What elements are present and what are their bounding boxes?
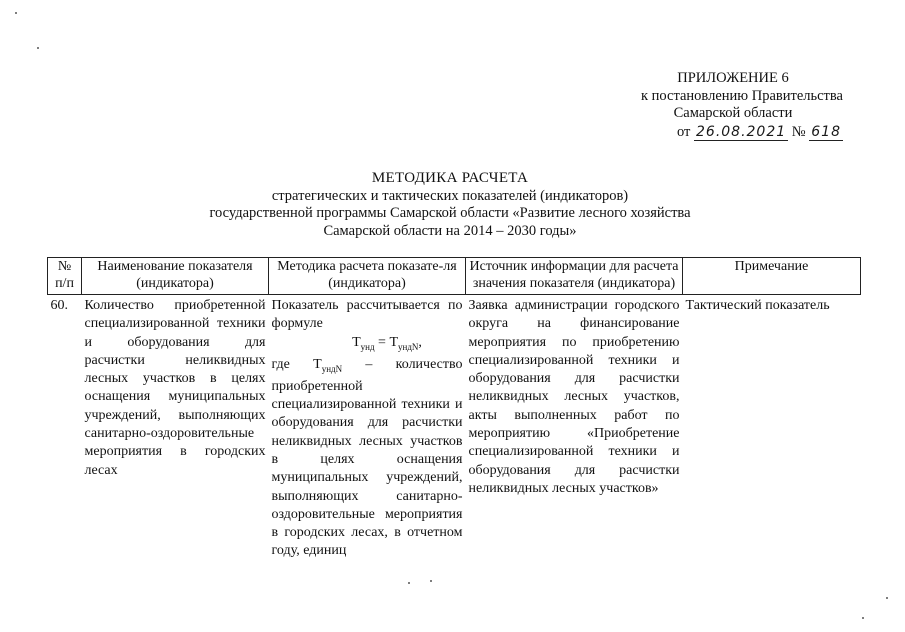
- scan-speck: [430, 580, 432, 582]
- table-row: [48, 295, 861, 561]
- table-header-row: [48, 258, 861, 295]
- handwritten-date: 26.08.2021: [696, 123, 787, 140]
- scan-speck: [862, 617, 864, 619]
- document-heading: [150, 170, 750, 240]
- method-where-sub: ундN: [321, 363, 343, 374]
- row-calculation-method: [269, 295, 466, 561]
- appendix-title: ПРИЛОЖЕНИЕ 6: [677, 70, 789, 86]
- header-information-source: Источник информации для расчета значения показателя (индикатора): [466, 258, 683, 295]
- row-indicator-name: Количество приобретенной специализированной техники и оборудования для расчистки неликвидных лесных участков в целях оснащения муниципальных учреждений, выполняющих санитарно-оздоровительные мероприятия в городских лесах: [84, 298, 266, 478]
- heading-subtitle-3: Самарской области на 2014 – 2030 годы»: [323, 222, 577, 239]
- row-information-source: Заявка администрации городского округа на финансирование мероприятия по приобретению специализированной техники и оборудования для расчистки неликвидных лесных участков, акты выполненных работ по мероприятию «Приобретение специализированной техники и оборудования для расчистки неликвидных лесных участков»: [468, 298, 680, 496]
- indicator-table: [47, 257, 861, 561]
- header-indicator-name: Наименование показателя (индикатора): [82, 258, 269, 295]
- row-note: Тактический показатель: [685, 298, 830, 313]
- date-prefix: от: [676, 123, 691, 140]
- appendix-block: [583, 70, 843, 141]
- heading-subtitle-1: стратегических и тактических показателей (индикаторов): [271, 187, 629, 204]
- method-formula: $Т_{унд} = Т_{ундN}$,: [352, 334, 422, 352]
- scan-speck: [37, 47, 39, 49]
- heading-title: МЕТОДИКА РАСЧЕТА: [371, 170, 529, 186]
- header-calculation-method: Методика расчета показате-ля (индикатора): [269, 258, 466, 295]
- appendix-resolution-line: к постановлению Правительства: [641, 87, 843, 104]
- row-number: 60.: [50, 298, 68, 313]
- number-sign: №: [791, 123, 806, 140]
- appendix-region-line: Самарской области: [673, 105, 793, 121]
- scan-speck: [408, 582, 410, 584]
- handwritten-number: 618: [811, 123, 841, 140]
- scan-speck: [886, 597, 888, 599]
- appendix-date-line: [583, 124, 843, 142]
- scan-speck: [15, 12, 17, 14]
- method-explanation: – количество приобретенной специализированной техники и оборудования для расчистки неликвидных лесных участков в целях оснащения муниципальных учреждений, выполняющих санитарно-оздоровительные мероприятия в городских лесах, в отчетном году, единиц: [271, 356, 463, 559]
- header-note: Примечание: [683, 258, 861, 295]
- heading-subtitle-2: государственной программы Самарской области «Развитие лесного хозяйства: [209, 205, 691, 221]
- method-intro: Показатель рассчитывается по формуле: [271, 298, 463, 332]
- header-number: № п/п: [48, 258, 82, 295]
- method-where: где Т: [271, 356, 322, 372]
